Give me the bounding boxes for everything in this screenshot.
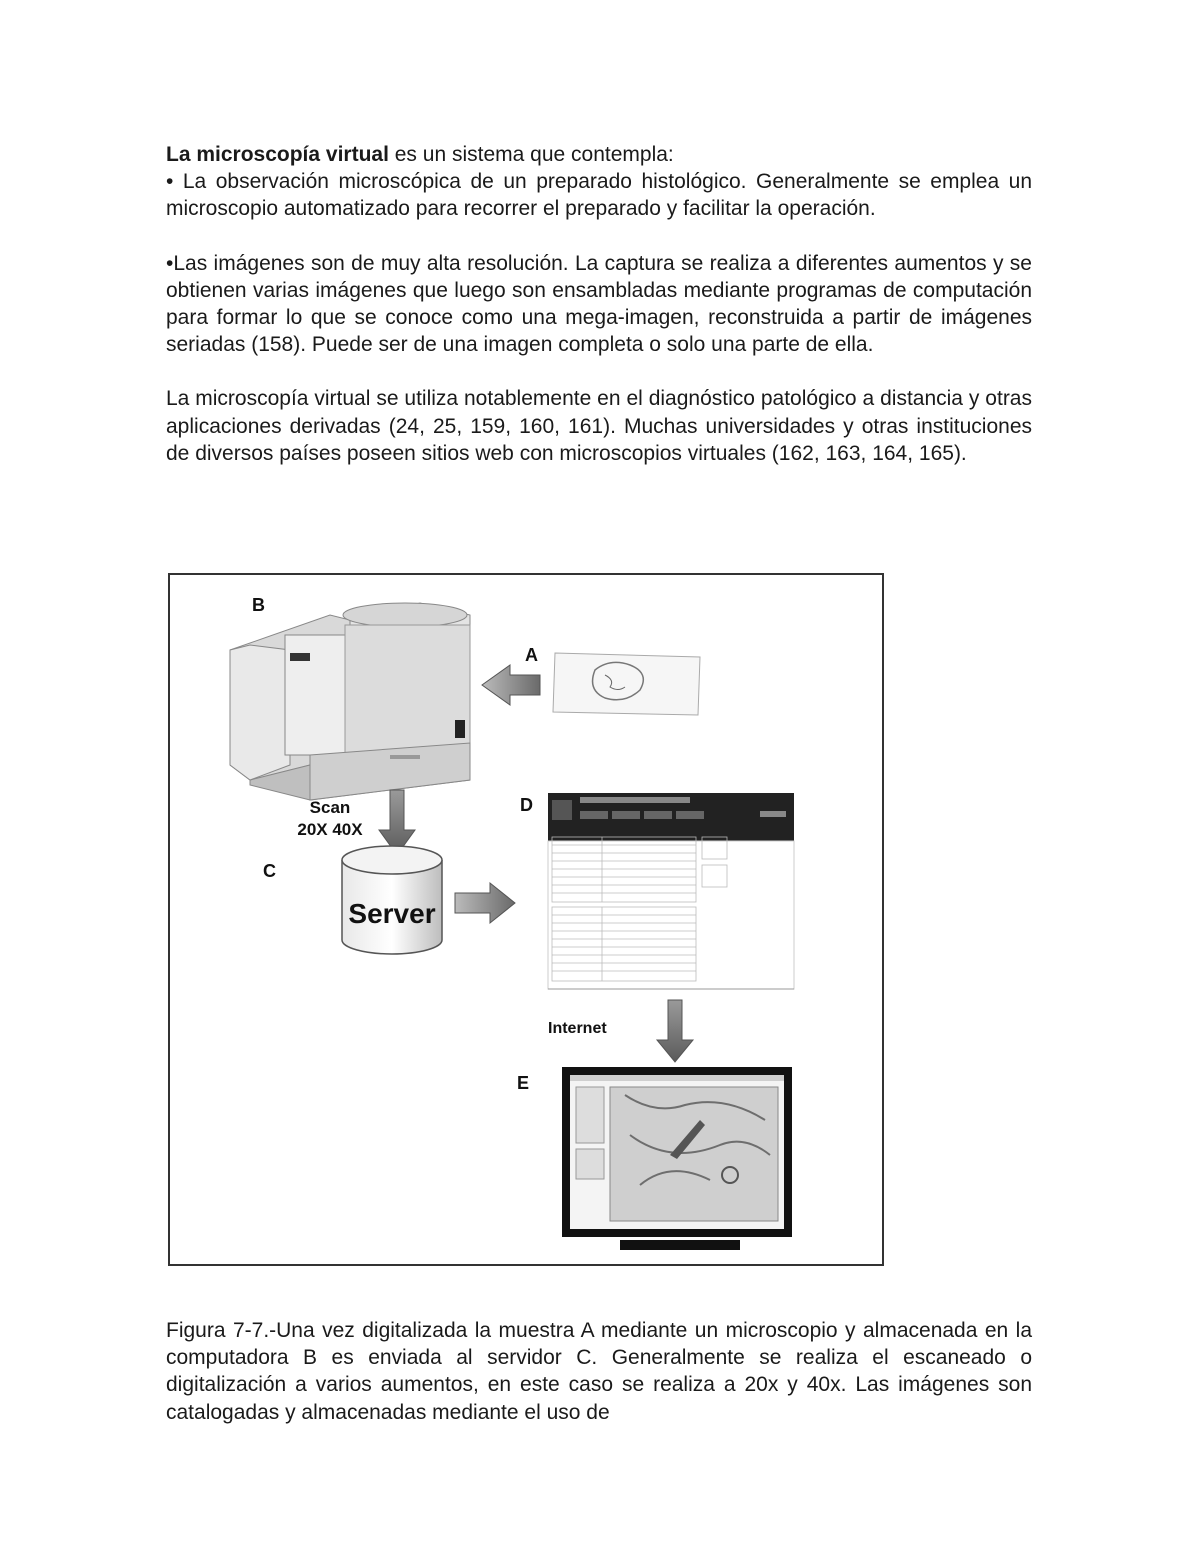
glass-slide-icon [553, 653, 700, 715]
label-c: C [263, 861, 276, 881]
monitor-viewer-icon [562, 1067, 792, 1250]
label-d: D [520, 795, 533, 815]
label-b: B [252, 595, 265, 615]
figure-illustration [170, 575, 882, 1264]
bullet-paragraph-2: •Las imágenes son de muy alta resolución. La captura se realiza a diferentes aumentos y se obtienen varias imágenes que luego son ensambladas mediante programas de computación para formar lo que se conoce como una mega-imagen, reconstruida a partir de imágenes seriadas (158). Puede ser de una imagen completa o solo una parte de ella. [166, 251, 1032, 357]
label-a: A [525, 645, 538, 665]
paragraph-3: La microscopía virtual se utiliza notablemente en el diagnóstico patológico a distancia y otras aplicaciones derivadas (24, 25, 159, 160, 161). Muchas universidades y otras instituciones de diversos países poseen sitios web con microscopios virtuales (162, 163, 164, 165). [166, 387, 1032, 465]
bullet-paragraph-1: • La observación microscópica de un preparado histológico. Generalmente se emplea un microscopio automatizado para recorrer el preparado y facilitar la operación. [166, 170, 1032, 221]
server-label: Server [348, 898, 436, 929]
intro-paragraph [166, 141, 1032, 168]
arrow-scanner-to-server [379, 790, 415, 855]
intro-bold-term: La microscopía virtual [166, 143, 389, 166]
body-text [166, 141, 1032, 467]
scan-label-line2: 20X 40X [297, 820, 363, 839]
label-e: E [517, 1073, 530, 1093]
arrow-web-to-viewer [657, 1000, 693, 1062]
intro-rest: es un sistema que contempla: [388, 143, 674, 166]
scanner-machine-icon [230, 603, 470, 800]
scan-label-line1: Scan [309, 798, 351, 817]
internet-label: Internet [548, 1020, 607, 1037]
web-catalog-page-icon [548, 793, 794, 989]
arrow-server-to-web [455, 883, 515, 923]
figure-diagram [168, 573, 884, 1266]
figure-caption: Figura 7-7.-Una vez digitalizada la muestra A mediante un microscopio y almacenada en la computadora B es enviada al servidor C. Generalmente se realiza el escaneado o digitalización a varios aumentos, en este caso se realiza a 20x y 40x. Las imágenes son catalogadas y almacenadas mediante el uso de [166, 1319, 1032, 1424]
server-icon [342, 846, 442, 954]
arrow-slide-to-scanner [482, 665, 540, 705]
